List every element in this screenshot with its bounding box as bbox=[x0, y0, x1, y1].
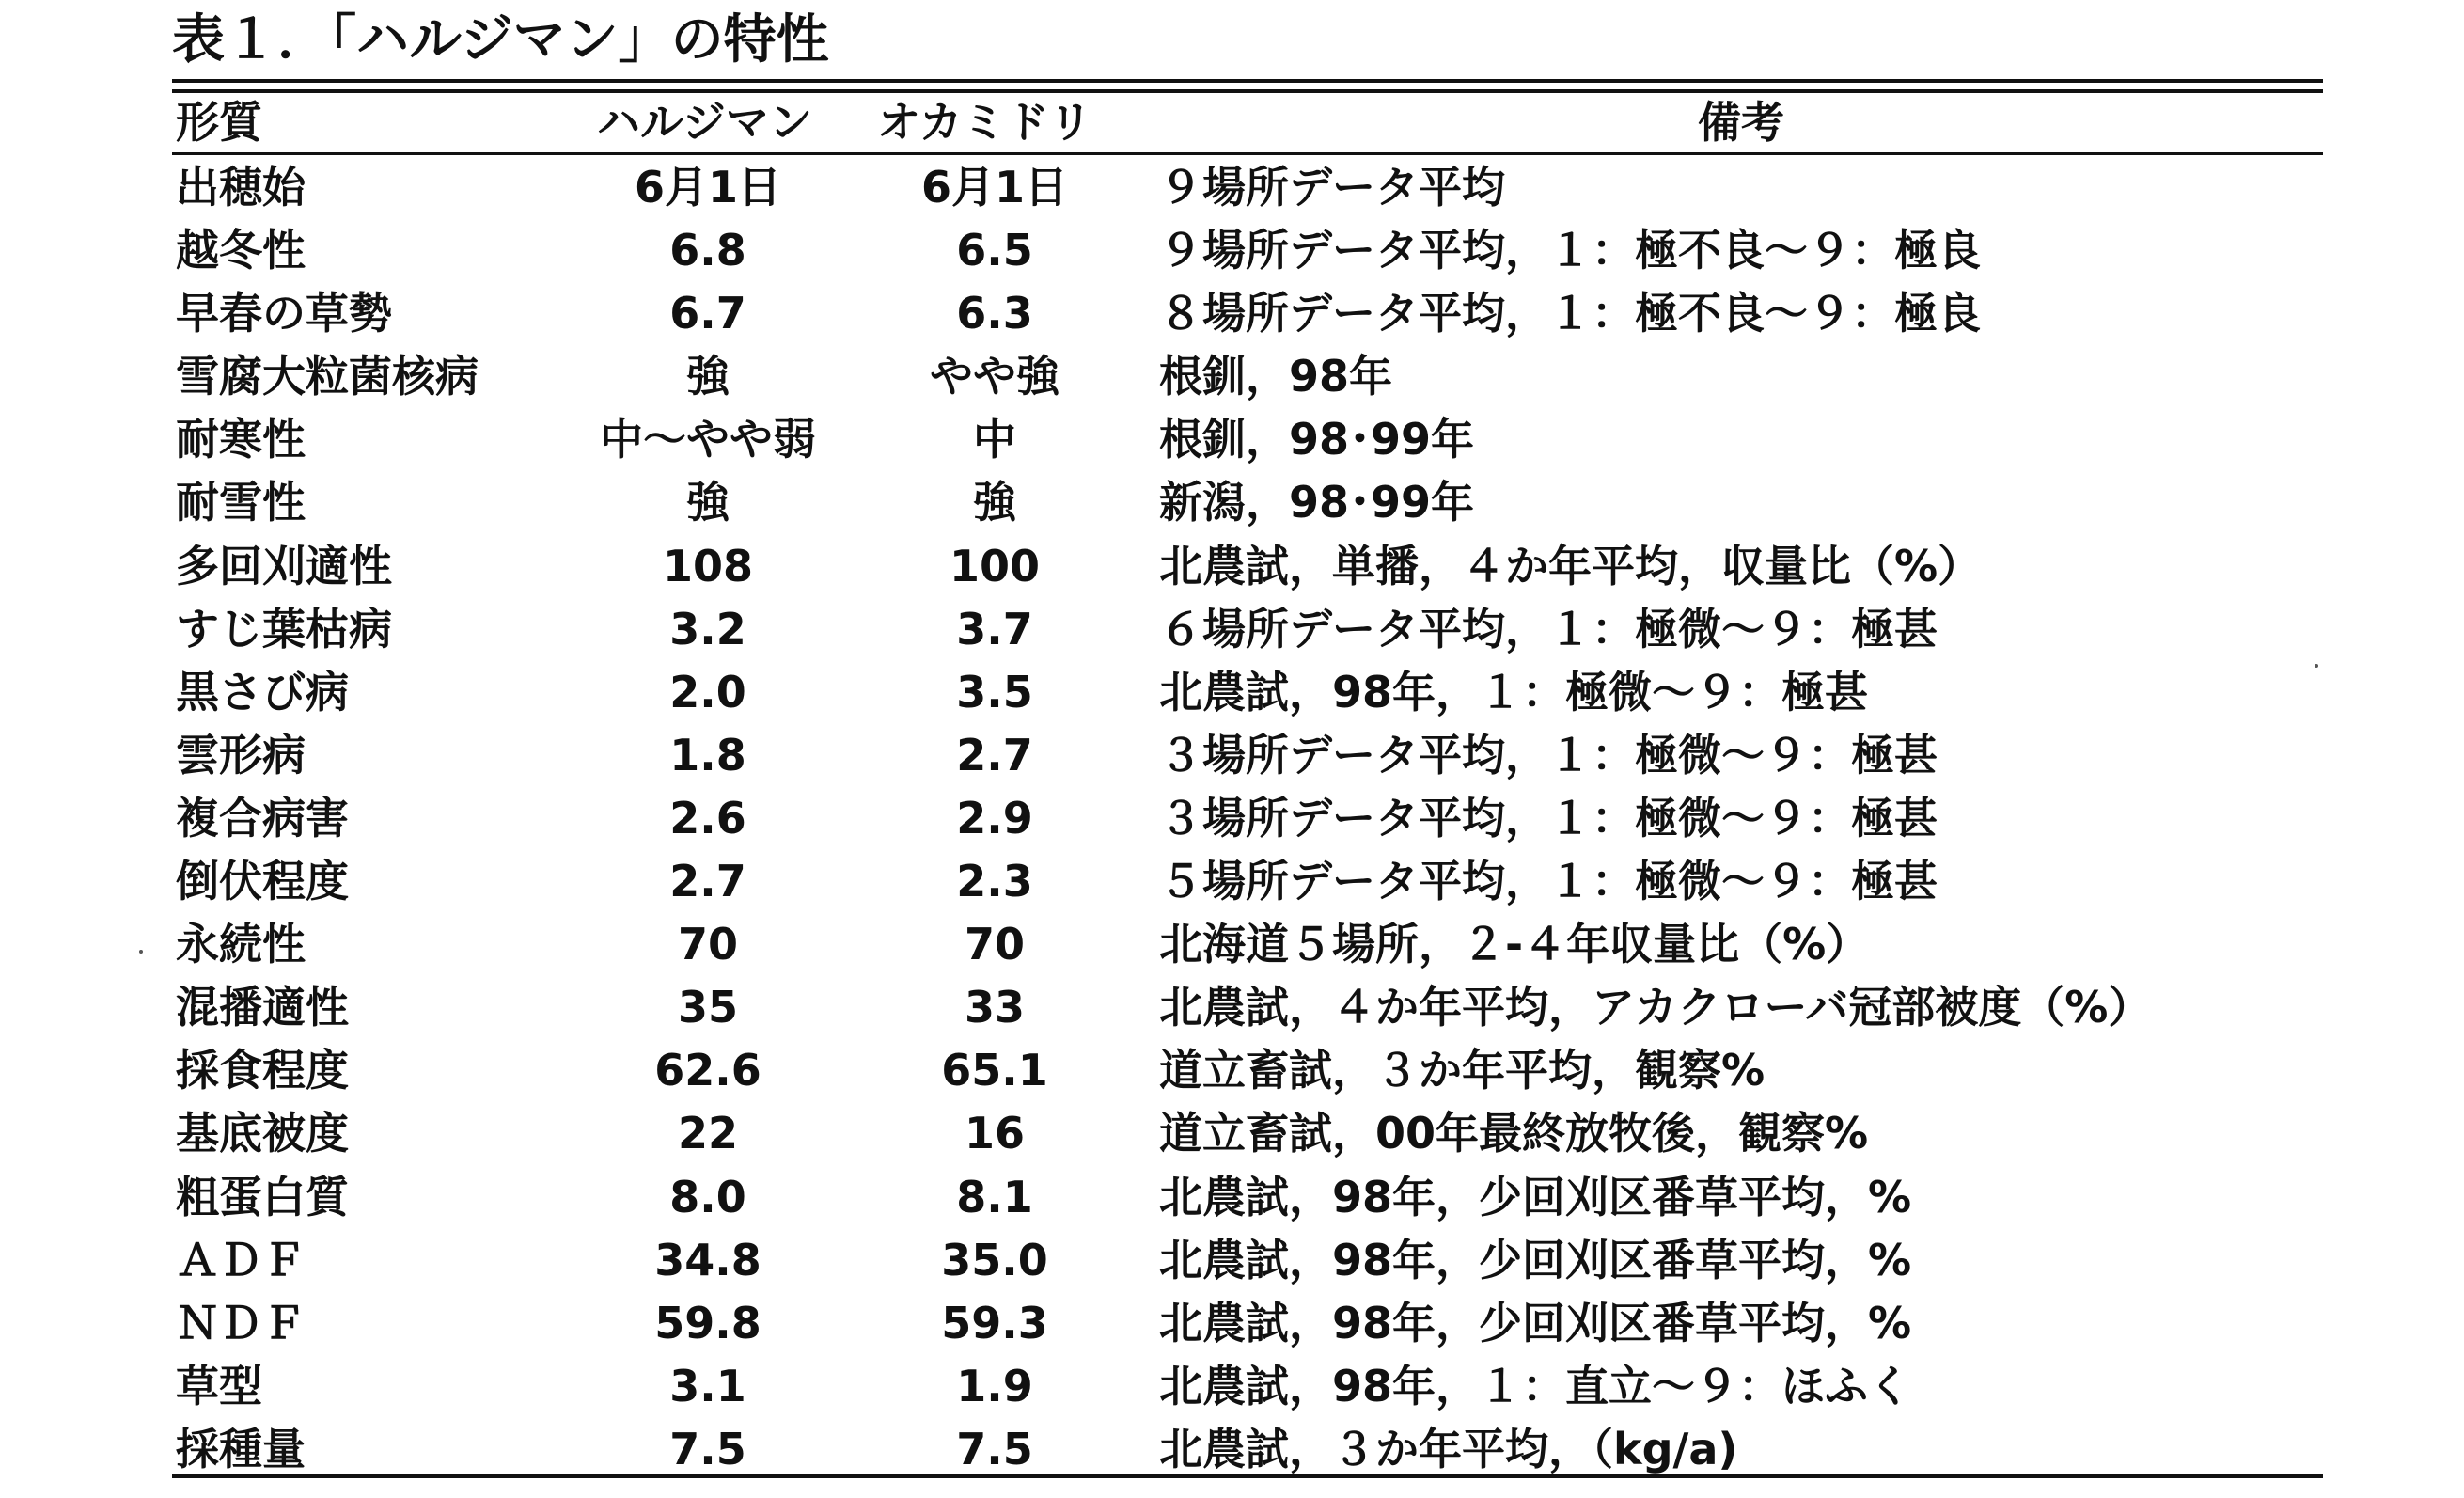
header-trait: 形質 bbox=[176, 97, 262, 148]
cell-trait: ＡＤＦ bbox=[176, 1234, 306, 1285]
cell-okamidori: 2.7 bbox=[956, 729, 1033, 781]
table-row bbox=[172, 345, 2323, 408]
header-variety1: ハルジマン bbox=[597, 97, 812, 148]
cell-okamidori: 65.1 bbox=[941, 1045, 1048, 1096]
cell-okamidori: やや強 bbox=[930, 351, 1059, 402]
cell-okamidori: 70 bbox=[964, 919, 1025, 970]
cell-okamidori: 2.9 bbox=[956, 792, 1033, 844]
cell-trait: 採食程度 bbox=[176, 1045, 349, 1096]
cell-harujiman: 1.8 bbox=[669, 729, 746, 781]
table-row bbox=[172, 471, 2323, 534]
table-header-row bbox=[172, 94, 2323, 150]
cell-okamidori: 1.9 bbox=[956, 1360, 1033, 1411]
cell-note: 根釧，98年 bbox=[1159, 351, 1393, 402]
cell-note: 北海道５場所，２-４年収量比（%） bbox=[1159, 919, 1870, 970]
cell-note: 北農試，98年，少回刈区番草平均，% bbox=[1159, 1297, 1912, 1348]
cell-okamidori: 59.3 bbox=[941, 1297, 1048, 1348]
cell-trait: 雲形病 bbox=[176, 729, 306, 781]
cell-note: ５場所データ平均，１：極微～９：極甚 bbox=[1159, 856, 1938, 907]
cell-harujiman: 8.0 bbox=[669, 1171, 746, 1222]
cell-note: 道立畜試，00年最終放牧後，観察% bbox=[1159, 1108, 1869, 1159]
cell-trait: 倒伏程度 bbox=[176, 856, 349, 907]
table-row bbox=[172, 598, 2323, 661]
cell-note: 北農試，98年，１：極微～９：極甚 bbox=[1159, 666, 1869, 717]
cell-harujiman: 強 bbox=[686, 477, 730, 528]
table-row bbox=[172, 1292, 2323, 1355]
table-row bbox=[172, 724, 2323, 787]
cell-note: 北農試，98年，少回刈区番草平均，% bbox=[1159, 1234, 1912, 1285]
cell-okamidori: 100 bbox=[949, 540, 1041, 591]
cell-okamidori: 8.1 bbox=[956, 1171, 1033, 1222]
cell-harujiman: 3.2 bbox=[669, 603, 746, 654]
cell-trait: 多回刈適性 bbox=[176, 540, 392, 591]
cell-note: 根釧，98･99年 bbox=[1159, 414, 1475, 465]
cell-note: 新潟，98･99年 bbox=[1159, 477, 1475, 528]
cell-note: 北農試，98年，少回刈区番草平均，% bbox=[1159, 1171, 1912, 1222]
cell-note: ６場所データ平均，１：極微～９：極甚 bbox=[1159, 603, 1938, 654]
table-row bbox=[172, 1355, 2323, 1418]
cell-trait: 草型 bbox=[176, 1360, 262, 1411]
cell-trait: 耐寒性 bbox=[176, 414, 306, 465]
cell-trait: 混播適性 bbox=[176, 982, 349, 1033]
table-row bbox=[172, 1418, 2323, 1481]
cell-trait: 早春の草勢 bbox=[176, 288, 392, 339]
table-row bbox=[172, 1166, 2323, 1229]
cell-harujiman: 3.1 bbox=[669, 1360, 746, 1411]
cell-trait: すじ葉枯病 bbox=[176, 603, 392, 654]
table-top-rule-inner bbox=[172, 89, 2323, 93]
header-note: 備考 bbox=[1698, 97, 1784, 148]
cell-harujiman: 2.0 bbox=[669, 666, 746, 717]
cell-harujiman: 108 bbox=[662, 540, 754, 591]
table-row bbox=[172, 976, 2323, 1039]
cell-okamidori: 33 bbox=[964, 982, 1025, 1033]
cell-harujiman: 70 bbox=[677, 919, 738, 970]
cell-trait: 採種量 bbox=[176, 1423, 306, 1474]
cell-okamidori: 2.3 bbox=[956, 856, 1033, 907]
cell-trait: 出穂始 bbox=[176, 162, 306, 213]
cell-okamidori: 3.5 bbox=[956, 666, 1033, 717]
table-body bbox=[172, 156, 2323, 1481]
cell-harujiman: 7.5 bbox=[669, 1423, 746, 1474]
table-title: 表１．「ハルジマン」の特性 bbox=[172, 9, 829, 71]
cell-okamidori: 中 bbox=[973, 414, 1016, 465]
cell-okamidori: 6月1日 bbox=[920, 162, 1068, 213]
cell-harujiman: 中～やや弱 bbox=[600, 414, 816, 465]
cell-trait: 粗蛋白質 bbox=[176, 1171, 349, 1222]
cell-okamidori: 3.7 bbox=[956, 603, 1033, 654]
cell-trait: 耐雪性 bbox=[176, 477, 306, 528]
cell-note: 北農試，４か年平均，アカクローバ冠部被度（%） bbox=[1159, 982, 2152, 1033]
cell-okamidori: 7.5 bbox=[956, 1423, 1033, 1474]
cell-trait: 複合病害 bbox=[176, 792, 349, 844]
cell-trait: ＮＤＦ bbox=[176, 1297, 306, 1348]
cell-okamidori: 6.5 bbox=[956, 225, 1033, 276]
table-row bbox=[172, 913, 2323, 976]
table-row bbox=[172, 1229, 2323, 1292]
cell-harujiman: 35 bbox=[677, 982, 738, 1033]
table-top-rule bbox=[172, 79, 2323, 83]
cell-trait: 雪腐大粒菌核病 bbox=[176, 351, 479, 402]
cell-note: ９場所データ平均，１：極不良～９：極良 bbox=[1159, 225, 1981, 276]
cell-okamidori: 35.0 bbox=[941, 1234, 1048, 1285]
cell-harujiman: 強 bbox=[686, 351, 730, 402]
cell-harujiman: 6.7 bbox=[669, 288, 746, 339]
cell-okamidori: 強 bbox=[973, 477, 1016, 528]
cell-note: 北農試，98年，１：直立～９：ほふく bbox=[1159, 1360, 1912, 1411]
table-row bbox=[172, 535, 2323, 598]
table-row bbox=[172, 661, 2323, 724]
cell-trait: 永続性 bbox=[176, 919, 306, 970]
cell-note: ３場所データ平均，１：極微～９：極甚 bbox=[1159, 792, 1938, 844]
cell-harujiman: 59.8 bbox=[654, 1297, 761, 1348]
cell-trait: 越冬性 bbox=[176, 225, 306, 276]
cell-harujiman: 6月1日 bbox=[634, 162, 781, 213]
table-header-rule bbox=[172, 152, 2323, 155]
scan-speck bbox=[139, 950, 143, 954]
cell-harujiman: 34.8 bbox=[654, 1234, 761, 1285]
cell-harujiman: 22 bbox=[677, 1108, 738, 1159]
table-row bbox=[172, 219, 2323, 282]
header-variety2: オカミドリ bbox=[877, 97, 1092, 148]
scan-speck bbox=[2315, 664, 2318, 668]
cell-harujiman: 2.7 bbox=[669, 856, 746, 907]
cell-harujiman: 2.6 bbox=[669, 792, 746, 844]
cell-note: ３場所データ平均，１：極微～９：極甚 bbox=[1159, 729, 1938, 781]
cell-note: 北農試，３か年平均，（kg/a) bbox=[1159, 1423, 1738, 1474]
table-bottom-rule bbox=[172, 1474, 2323, 1478]
table-row bbox=[172, 1039, 2323, 1102]
table-row bbox=[172, 1102, 2323, 1165]
cell-harujiman: 6.8 bbox=[669, 225, 746, 276]
cell-okamidori: 6.3 bbox=[956, 288, 1033, 339]
table-row bbox=[172, 156, 2323, 219]
cell-harujiman: 62.6 bbox=[654, 1045, 761, 1096]
table-row bbox=[172, 850, 2323, 913]
cell-note: ８場所データ平均，１：極不良～９：極良 bbox=[1159, 288, 1981, 339]
cell-note: ９場所データ平均 bbox=[1159, 162, 1505, 213]
cell-trait: 黒さび病 bbox=[176, 666, 349, 717]
table-row bbox=[172, 408, 2323, 471]
cell-okamidori: 16 bbox=[964, 1108, 1025, 1159]
cell-note: 道立畜試，３か年平均，観察% bbox=[1159, 1045, 1766, 1096]
table-row bbox=[172, 282, 2323, 345]
cell-trait: 基底被度 bbox=[176, 1108, 349, 1159]
table-row bbox=[172, 787, 2323, 850]
cell-note: 北農試，単播，４か年平均，収量比（%） bbox=[1159, 540, 1982, 591]
